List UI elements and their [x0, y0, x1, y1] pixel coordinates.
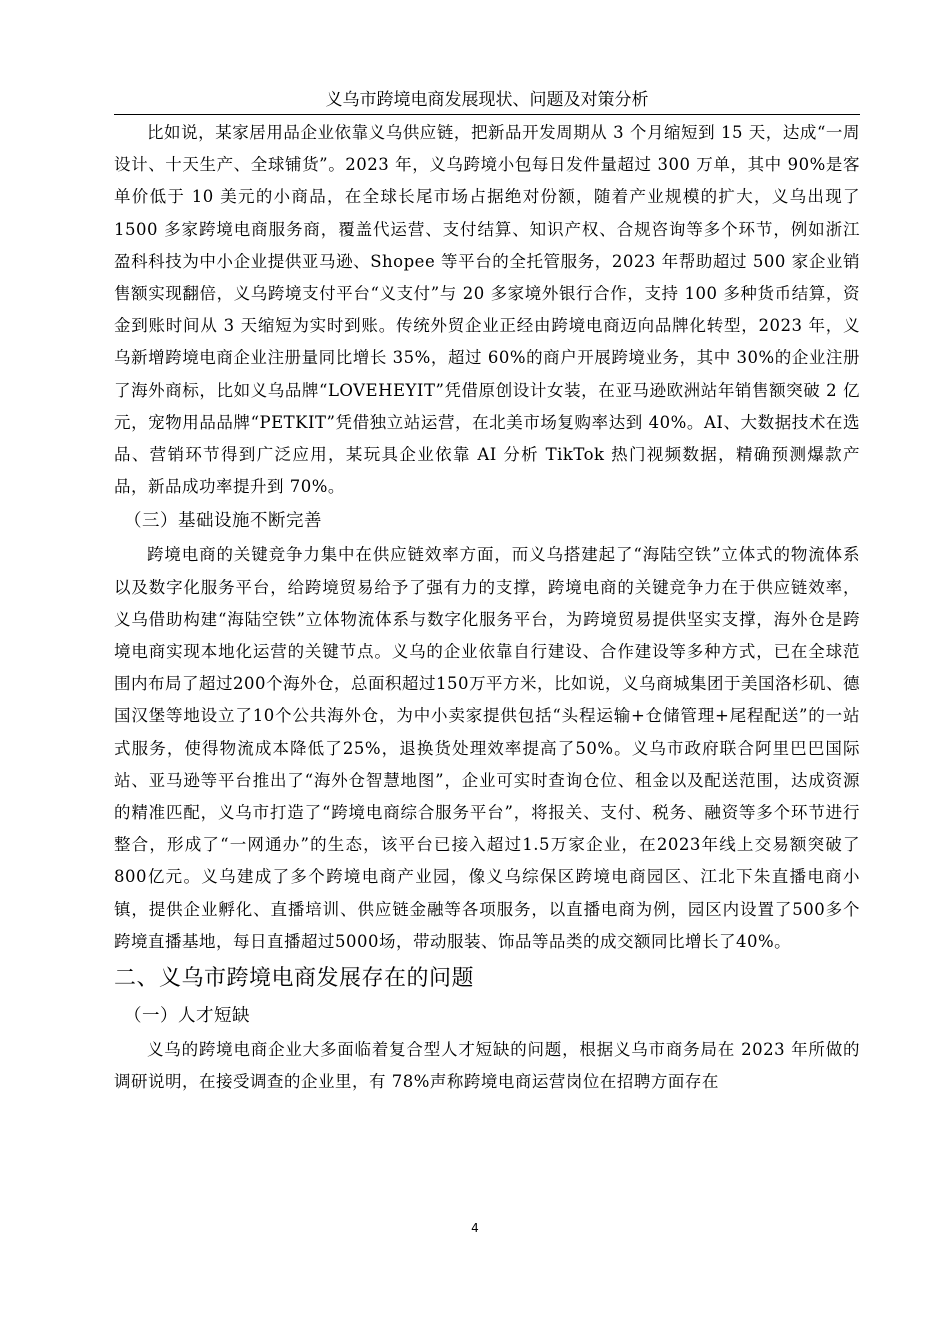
header-divider	[114, 114, 860, 115]
page-header-title: 义乌市跨境电商发展现状、问题及对策分析	[325, 90, 649, 110]
paragraph-product-development: 比如说，某家居用品企业依靠义乌供应链，把新品开发周期从 3 个月缩短到 15 天，达成“一周设计、十天生产、全球铺货”。2023 年，义乌跨境小包每日发件量超过 300 万单，其中 90%是客单价低于 10 美元的小商品，在全球长尾市场占据绝对份额，随着产业规模的扩大，义乌出现了 1500 多家跨境电商服务商，覆盖代运营、支付结算、知识产权、合规咨询等多个环节，例如浙江盈科科技为中小企业提供亚马逊、Shopee 等平台的全托管服务，2023 年帮助超过 500 家企业销售额实现翻倍，义乌跨境支付平台“义支付”与 20 多家境外银行合作，支持 100 多种货币结算，资金到账时间从 3 天缩短为实时到账。传统外贸企业正经由跨境电商迈向品牌化转型，2023 年，义乌新增跨境电商企业注册量同比增长 35%，超过 60%的商户开展跨境业务，其中 30%的企业注册了海外商标，比如义乌品牌“LOVEHEYIT”凭借原创设计女装，在亚马逊欧洲站年销售额突破 2 亿元，宠物用品品牌“PETKIT”凭借独立站运营，在北美市场复购率达到 40%。AI、大数据技术在选品、营销环节得到广泛应用，某玩具企业依靠 AI 分析 TikTok 热门视频数据，精确预测爆款产品，新品成功率提升到 70%。	[114, 123, 860, 497]
section-heading-talent-shortage: （一）人才短缺	[124, 1006, 250, 1027]
document-body	[114, 117, 860, 1098]
page-number: 4	[471, 1221, 479, 1235]
paragraph-talent-shortage: 义乌的跨境电商企业大多面临着复合型人才短缺的问题，根据义乌市商务局在 2023 年所做的调研说明，在接受调查的企业里，有 78%声称跨境电商运营岗位在招聘方面存在	[114, 1040, 860, 1092]
paragraph-infrastructure: 跨境电商的关键竞争力集中在供应链效率方面，而义乌搭建起了“海陆空铁”立体式的物流体系以及数字化服务平台，给跨境贸易给予了强有力的支撑，跨境电商的关键竞争力在于供应链效率，义乌借助构建“海陆空铁”立体物流体系与数字化服务平台，为跨境贸易提供坚实支撑，海外仓是跨境电商实现本地化运营的关键节点。义乌的企业依靠自行建设、合作建设等多种方式，已在全球范围内布局了超过200个海外仓，总面积超过150万平方米，比如说，义乌商城集团于美国洛杉矶、德国汉堡等地设立了10个公共海外仓，为中小卖家提供包括“头程运输+仓储管理+尾程配送”的一站式服务，使得物流成本降低了25%，退换货处理效率提高了50%。义乌市政府联合阿里巴巴国际站、亚马逊等平台推出了“海外仓智慧地图”，企业可实时查询仓位、租金以及配送范围，达成资源的精准匹配，义乌市打造了“跨境电商综合服务平台”，将报关、支付、税务、融资等多个环节进行整合，形成了“一网通办”的生态，该平台已接入超过1.5万家企业，在2023年线上交易额突破了800亿元。义乌建成了多个跨境电商产业园，像义乌综保区跨境电商园区、江北下朱直播电商小镇，提供企业孵化、直播培训、供应链金融等各项服务，以直播电商为例，园区内设置了500多个跨境直播基地，每日直播超过5000场，带动服装、饰品等品类的成交额同比增长了40%。	[114, 545, 860, 951]
section-heading-infrastructure: （三）基础设施不断完善	[124, 511, 322, 532]
chapter-heading-problems: 二、义乌市跨境电商发展存在的问题	[114, 966, 475, 992]
